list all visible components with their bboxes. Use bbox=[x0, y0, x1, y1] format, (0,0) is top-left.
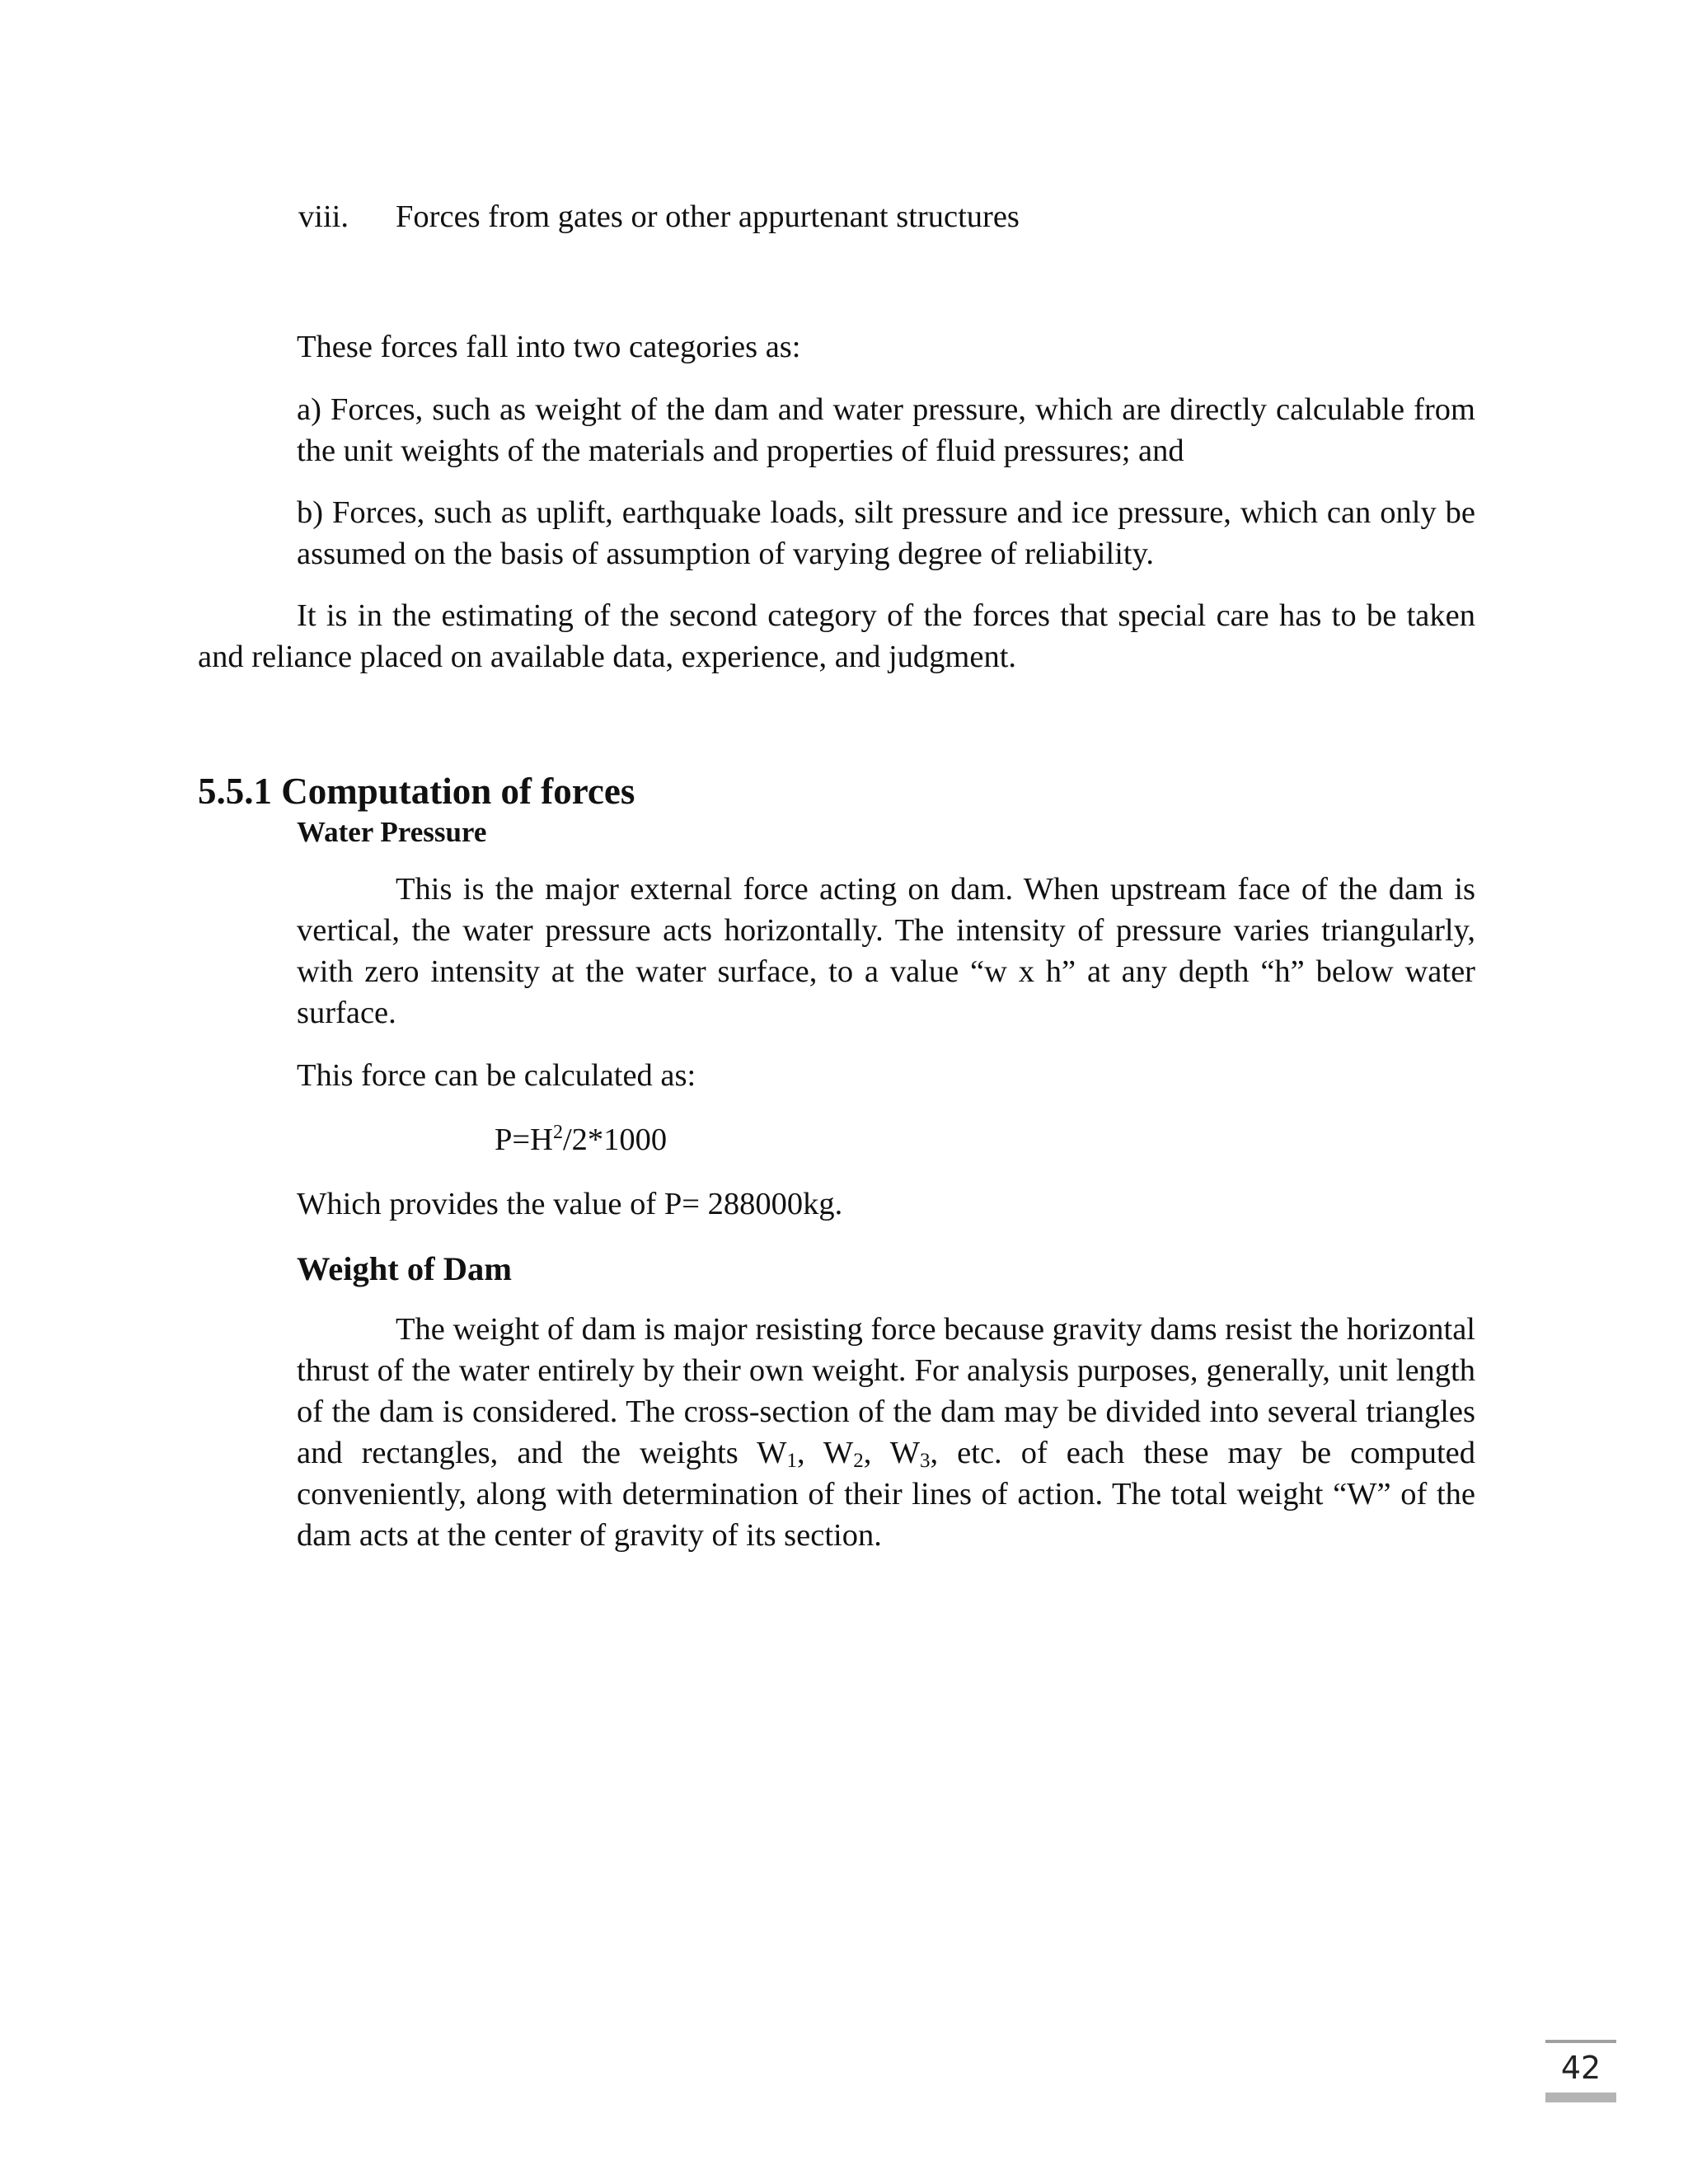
weight-paragraph-part2: , etc. of each these may be computed conveniently, along with determination of their lines of action. The total weight “W” of the dam acts at the center of gravity of its section. bbox=[297, 1436, 1475, 1553]
page-footer bbox=[1545, 2040, 1616, 2099]
estimation-note-paragraph: It is in the estimating of the second category of the forces that special care has to be taken and reliance placed on available data, experience, and judgment. bbox=[198, 598, 1475, 674]
water-pressure-formula bbox=[495, 1119, 667, 1160]
weight-paragraph-part1: The weight of dam is major resisting force because gravity dams resist the horizontal thrust of the water entirely by their own weight. For analysis purposes, generally, unit length of the dam is considered. The cross-section of the dam may be divided into several triangles and rectangles, and the weights W bbox=[297, 1312, 1475, 1470]
weight-separator-1: , W bbox=[796, 1436, 854, 1470]
water-pressure-paragraph: This is the major external force acting on dam. When upstream face of the dam is vertical, the water pressure acts horizontally. The intensity of pressure varies triangularly, with zero intensity at the water surface, to a value “w x h” at any depth “h” below water surface. bbox=[297, 872, 1475, 1030]
weight-subscript-2: 2 bbox=[853, 1450, 864, 1472]
list-item-number: viii. bbox=[298, 199, 349, 234]
weight-of-dam-heading: Weight of Dam bbox=[297, 1250, 512, 1287]
water-pressure-heading: Water Pressure bbox=[297, 816, 487, 848]
footer-rule-bottom bbox=[1545, 2093, 1616, 2102]
weight-of-dam-paragraph bbox=[297, 1309, 1475, 1556]
formula-lhs: P=H bbox=[495, 1122, 553, 1157]
section-heading: 5.5.1 Computation of forces bbox=[198, 771, 635, 812]
weight-subscript-3: 3 bbox=[920, 1450, 931, 1472]
list-item-text: Forces from gates or other appurtenant structures bbox=[396, 199, 1020, 234]
footer-rule-top bbox=[1545, 2040, 1616, 2043]
formula-exponent: 2 bbox=[552, 1122, 563, 1143]
categories-lead: These forces fall into two categories as: bbox=[297, 330, 801, 364]
pressure-result: Which provides the value of P= 288000kg. bbox=[297, 1187, 843, 1221]
page-number: 42 bbox=[1560, 2050, 1601, 2086]
formula-rhs: /2*1000 bbox=[562, 1122, 668, 1157]
weight-subscript-1: 1 bbox=[786, 1450, 797, 1472]
calculation-lead: This force can be calculated as: bbox=[297, 1058, 696, 1093]
category-a-paragraph: a) Forces, such as weight of the dam and water pressure, which are directly calculable from the unit weights of the materials and properties of fluid pressures; and bbox=[297, 392, 1475, 468]
category-b-paragraph: b) Forces, such as uplift, earthquake loads, silt pressure and ice pressure, which can only be assumed on the basis of assumption of varying degree of reliability. bbox=[297, 495, 1475, 571]
weight-separator-2: , W bbox=[863, 1436, 921, 1470]
